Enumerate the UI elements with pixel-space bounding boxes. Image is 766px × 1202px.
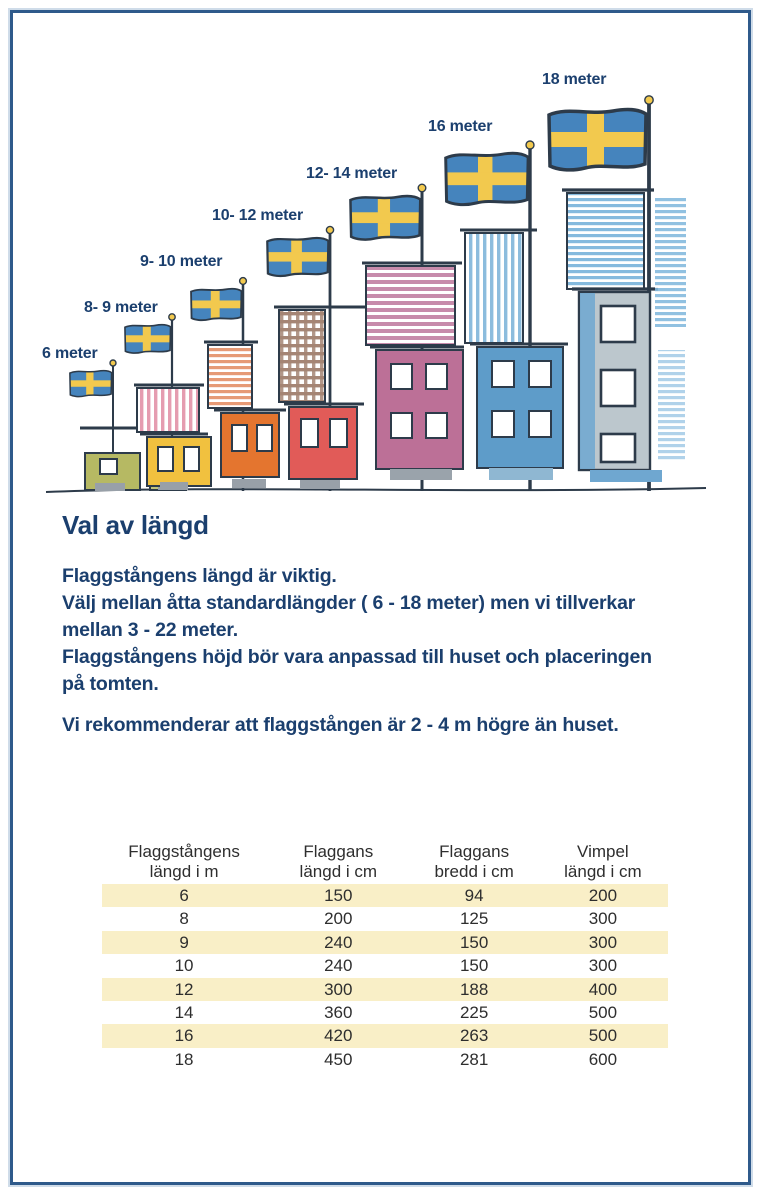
- building-banner: [658, 350, 685, 462]
- cell-flag-width: 150: [459, 932, 489, 952]
- cell-pole-length: 12: [174, 979, 194, 999]
- table-row: [102, 907, 668, 930]
- swedish-flag-icon: [547, 106, 647, 174]
- col-header-line: bredd i cm: [434, 862, 514, 881]
- cell-flag-width: 188: [459, 979, 489, 999]
- building-banner: [366, 266, 455, 345]
- col-header-flag-width: [410, 842, 537, 882]
- body-line: Välj mellan åtta standardlängder ( 6 - 18 meter) men vi tillverkar: [62, 592, 636, 614]
- swedish-flag-icon: [69, 369, 112, 398]
- cell-pennant-length: 500: [588, 1026, 618, 1046]
- table-row: [102, 1001, 668, 1024]
- house: [221, 413, 279, 488]
- ground-line: [46, 488, 706, 492]
- building-banner: [567, 193, 644, 289]
- col-header-line: längd i m: [149, 862, 219, 881]
- cell-pennant-length: 300: [588, 956, 618, 976]
- height-label: 12- 14 meter: [306, 165, 397, 182]
- cell-flag-length: 150: [324, 886, 353, 905]
- house: [376, 350, 463, 480]
- height-label: 16 meter: [428, 118, 493, 135]
- building-banner: [137, 388, 199, 432]
- body-text: [62, 563, 652, 739]
- house: [477, 347, 563, 480]
- swedish-flag-icon: [266, 236, 329, 279]
- cell-pole-length: 18: [174, 1049, 194, 1069]
- body-line: Flaggstångens höjd bör vara anpassad till huset och placeringen: [62, 646, 652, 668]
- cell-pole-length: 14: [174, 1002, 194, 1022]
- table-row: [102, 931, 668, 954]
- swedish-flag-icon: [124, 323, 171, 355]
- col-header-line: Flaggans: [439, 842, 510, 861]
- cell-flag-width: 150: [459, 956, 489, 976]
- height-label: 10- 12 meter: [212, 207, 303, 224]
- height-label: 6 meter: [42, 345, 98, 362]
- cell-pennant-length: 300: [588, 932, 618, 952]
- table-row: [102, 954, 668, 977]
- table-row: [102, 978, 668, 1001]
- col-header-line: längd i cm: [564, 862, 642, 881]
- building-banner: [208, 345, 252, 408]
- cell-flag-width: 225: [459, 1002, 489, 1022]
- cell-pennant-length: 400: [588, 979, 618, 999]
- table-row: [102, 1024, 668, 1047]
- cell-pole-length: 6: [179, 886, 189, 905]
- building-banner: [465, 233, 523, 343]
- building-banner: [655, 197, 686, 327]
- flagpole-height-illustration: [0, 0, 766, 510]
- col-header-pennant-length: [538, 842, 668, 882]
- cell-pole-length: 9: [179, 932, 189, 952]
- col-header-line: Flaggans: [303, 842, 374, 861]
- height-label: 18 meter: [542, 71, 607, 88]
- cell-pole-length: 8: [179, 909, 189, 929]
- height-label: 8- 9 meter: [84, 299, 158, 316]
- cell-flag-width: 281: [459, 1049, 489, 1069]
- swedish-flag-icon: [349, 194, 421, 243]
- cell-pennant-length: 300: [588, 909, 618, 929]
- table-header-row: [102, 842, 668, 882]
- cell-pennant-length: 500: [588, 1002, 618, 1022]
- building-banner: [279, 310, 325, 402]
- table-row: [102, 1048, 668, 1071]
- cell-pennant-length: 200: [588, 886, 618, 905]
- table-row: [102, 884, 668, 907]
- cell-flag-length: 300: [324, 979, 353, 999]
- body-line: på tomten.: [62, 673, 159, 695]
- cell-flag-width: 263: [459, 1026, 489, 1046]
- page-title: Val av längd: [62, 510, 209, 540]
- house: [147, 437, 211, 490]
- cell-pennant-length: 600: [588, 1049, 618, 1069]
- flag-dimensions-table: [102, 842, 668, 1071]
- cell-pole-length: 16: [174, 1026, 194, 1046]
- col-header-line: Vimpel: [577, 842, 629, 861]
- cell-flag-length: 240: [324, 932, 353, 952]
- cell-flag-length: 240: [324, 956, 353, 976]
- cell-flag-length: 420: [324, 1026, 353, 1046]
- recommendation-line: Vi rekommenderar att flaggstången är 2 - 4 m högre än huset.: [62, 714, 619, 736]
- cell-flag-length: 450: [324, 1049, 353, 1069]
- body-line: Flaggstångens längd är viktig.: [62, 565, 337, 587]
- swedish-flag-icon: [190, 287, 242, 322]
- house: [579, 292, 662, 482]
- cell-flag-width: 125: [459, 909, 489, 929]
- col-header-line: Flaggstångens: [128, 842, 240, 861]
- house: [289, 407, 357, 489]
- body-line: mellan 3 - 22 meter.: [62, 619, 238, 641]
- house: [85, 453, 140, 491]
- cell-pole-length: 10: [174, 956, 194, 976]
- col-header-line: längd i cm: [299, 862, 378, 881]
- height-label: 9- 10 meter: [140, 253, 223, 270]
- col-header-pole-length: [102, 842, 266, 882]
- cell-flag-width: 94: [464, 886, 484, 905]
- cell-flag-length: 360: [324, 1002, 353, 1022]
- col-header-flag-length: [266, 842, 410, 882]
- cell-flag-length: 200: [324, 909, 353, 929]
- swedish-flag-icon: [444, 150, 529, 208]
